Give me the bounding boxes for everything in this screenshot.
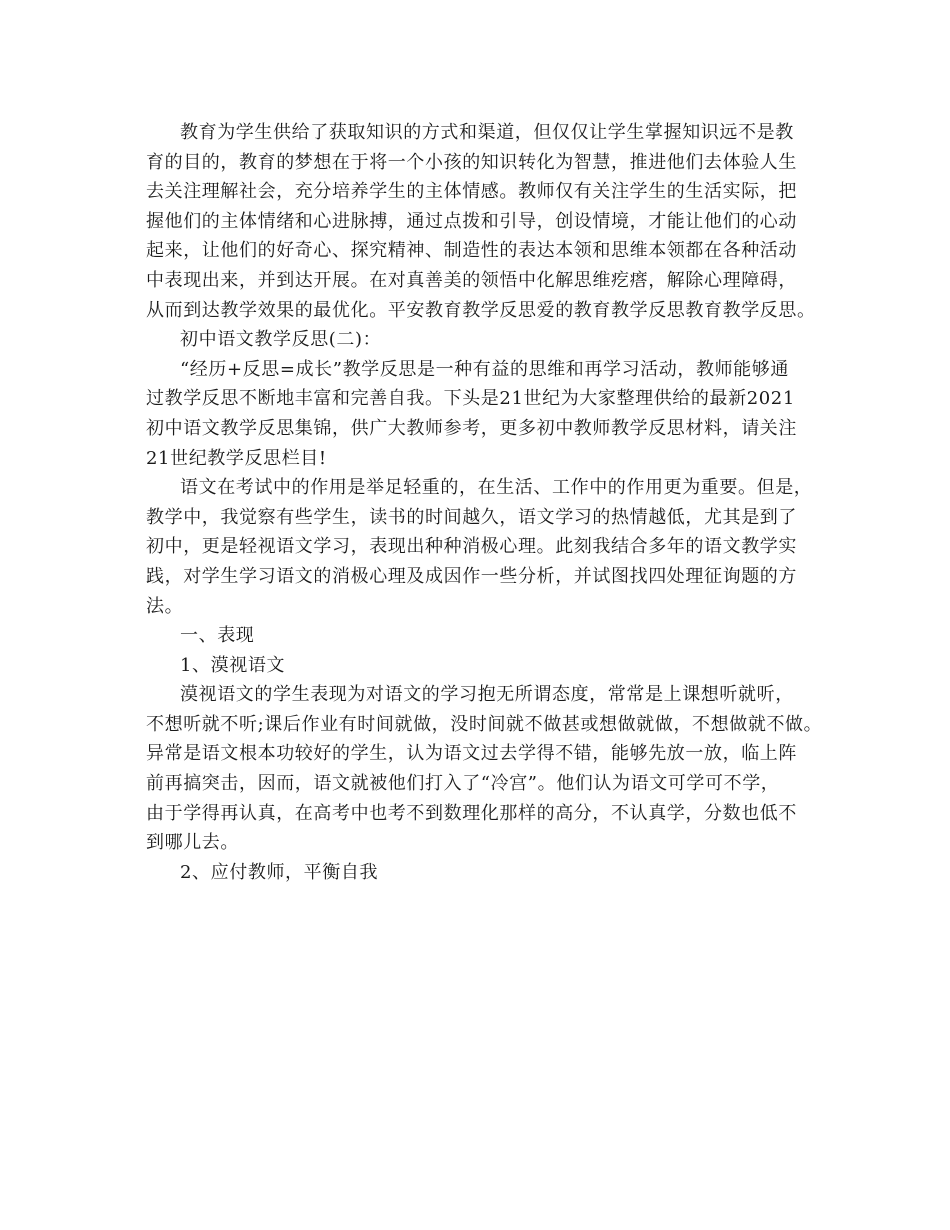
text-line: 起来，让他们的好奇心、探究精神、制造性的表达本领和思维本领都在各种活动 xyxy=(146,240,797,262)
outline-subheading: 2、应付教师，平衡自我 xyxy=(180,861,379,883)
text-line: “经历+反思=成长”教学反思是一种有益的思维和再学习活动，教师能够通 xyxy=(180,358,789,380)
text-line: 不想听就不听;课后作业有时间就做，没时间就不做甚或想做就做，不想做就不做。 xyxy=(146,713,823,735)
text-line: 去关注理解社会，充分培养学生的主体情感。教师仅有关注学生的生活实际，把 xyxy=(146,181,797,203)
text-line: 中表现出来，并到达开展。在对真善美的领悟中化解思维疙瘩，解除心理障碍， xyxy=(146,269,797,291)
subheading-paragraph-2 xyxy=(146,858,818,888)
text-line: 法。 xyxy=(146,595,184,617)
heading-paragraph-1 xyxy=(146,621,818,651)
text-line: 过教学反思不断地丰富和完善自我。下头是21世纪为大家整理供给的最新2021 xyxy=(146,388,795,410)
text-line: 育的目的，教育的梦想在于将一个小孩的知识转化为智慧，推进他们去体验人生 xyxy=(146,151,797,173)
text-line: 由于学得再认真，在高考中也考不到数理化那样的高分，不认真学，分数也低不 xyxy=(146,802,797,824)
paragraph-4 xyxy=(146,473,818,621)
section-heading-paragraph xyxy=(146,325,818,355)
subheading-paragraph-1 xyxy=(146,651,818,681)
text-line: 漠视语文的学生表现为对语文的学习抱无所谓态度，常常是上课想听就听， xyxy=(180,684,794,706)
text-line: 前再搞突击，因而，语文就被他们打入了“冷宫”。他们认为语文可学可不学， xyxy=(146,773,780,795)
section-heading: 初中语文教学反思(二)： xyxy=(180,329,382,351)
text-line: 初中，更是轻视语文学习，表现出种种消极心理。此刻我结合多年的语文教学实 xyxy=(146,536,797,558)
text-line: 初中语文教学反思集锦，供广大教师参考，更多初中教师教学反思材料，请关注 xyxy=(146,417,797,439)
text-line: 教育为学生供给了获取知识的方式和渠道，但仅仅让学生掌握知识远不是教 xyxy=(180,122,794,143)
text-line: 践，对学生学习语文的消极心理及成因作一些分析，并试图找四处理征询题的方 xyxy=(146,565,797,587)
paragraph-1 xyxy=(146,118,818,325)
text-line: 到哪儿去。 xyxy=(146,832,239,854)
outline-subheading: 1、漠视语文 xyxy=(180,654,286,676)
paragraph-3 xyxy=(146,355,818,473)
text-line: 语文在考试中的作用是举足轻重的，在生活、工作中的作用更为重要。但是， xyxy=(180,477,813,499)
paragraph-7 xyxy=(146,680,823,858)
outline-heading: 一、表现 xyxy=(180,625,255,647)
text-line: 握他们的主体情绪和心进脉搏，通过点拨和引导，创设情境，才能让他们的心动 xyxy=(146,210,797,232)
document-body xyxy=(146,118,823,887)
text-line: 教学中，我觉察有些学生，读书的时间越久，语文学习的热情越低，尤其是到了 xyxy=(146,506,797,528)
text-line: 从而到达教学效果的最优化。平安教育教学反思爱的教育教学反思教育教学反思。 xyxy=(146,299,816,321)
text-line: 21世纪教学反思栏目! xyxy=(146,447,327,469)
text-line: 异常是语文根本功较好的学生，认为语文过去学得不错，能够先放一放，临上阵 xyxy=(146,743,797,765)
